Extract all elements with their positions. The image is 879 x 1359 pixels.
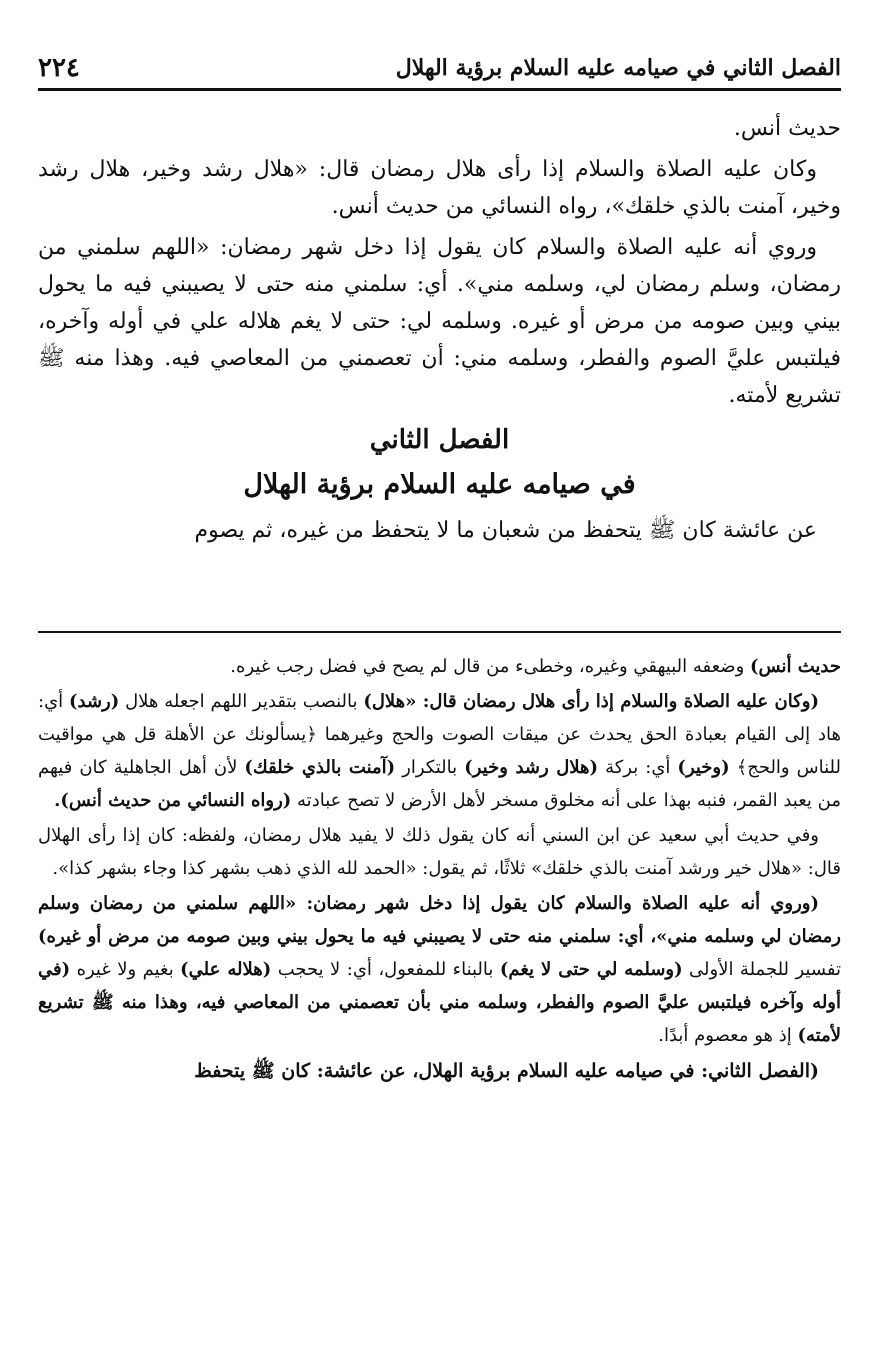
note-4-lemma-4: (في أوله وآخره فيلتبس عليَّ الصوم والفطر، وسلمه مني بأن تعصمني من المعاصي فيه، وهذا منه ﷺ تشريع لأمته)	[38, 959, 841, 1046]
note-4-text: تفسير للجملة الأولى	[682, 959, 841, 980]
note-4-text-2: بالبناء للمفعول، أي: لا يحجب	[271, 959, 500, 980]
running-title: الفصل الثاني في صيامه عليه السلام برؤية الهلال	[395, 55, 841, 81]
note-4-lemma-2: (وسلمه لي حتى لا يغم)	[499, 959, 683, 980]
note-2-text-2: أي: هاد إلى القيام بعبادة الحق يحدث عن ميقات الصوت والحج وغيرهما ﴿يسألونك عن الأهلة قل هي مواقيت للناس والحج﴾	[38, 691, 841, 778]
note-1-lemma: حديث أنس)	[749, 656, 841, 677]
note-2-lemma-5: (آمنت بالذي خلقك)	[244, 757, 396, 778]
note-2-text: بالنصب بتقدير اللهم اجعله هلال	[119, 691, 364, 712]
chapter-title: الفصل الثاني	[369, 425, 510, 455]
note-5: (الفصل الثاني: في صيامه عليه السلام برؤية الهلال، عن عائشة: كان ﷺ يتحفظ	[194, 1060, 819, 1082]
note-2-lemma-4: (هلال رشد وخير)	[464, 757, 599, 778]
note-2-lemma-3: (وخير)	[677, 757, 730, 778]
note-1	[38, 650, 841, 683]
note-4-lemma-3: (هلاله علي)	[180, 959, 272, 980]
note-2-text-4: بالتكرار	[395, 757, 465, 778]
note-4	[38, 887, 841, 1052]
paragraph-1: حديث أنس.	[733, 116, 841, 141]
chapter-subtitle: في صيامه عليه السلام برؤية الهلال	[243, 469, 636, 500]
footnote-divider	[38, 631, 841, 633]
main-text	[38, 110, 841, 549]
note-4-text-3: بغيم ولا غيره	[70, 959, 181, 980]
note-2-text-3: أي: بركة	[598, 757, 678, 778]
note-2-lemma-6: (رواه النسائي من حديث أنس).	[54, 790, 292, 811]
note-1-text: وضعفه البيهقي وغيره، وخطىء من قال لم يصح في فضل رجب غيره.	[230, 656, 750, 677]
paragraph-4: عن عائشة كان ﷺ يتحفظ من شعبان ما لا يتحفظ من غيره، ثم يصوم	[194, 518, 817, 543]
commentary-notes	[38, 650, 841, 1089]
note-4-lemma: (وروي أنه عليه الصلاة والسلام كان يقول إذا دخل شهر رمضان: «اللهم سلمني من رمضان وسلم رمضان لي وسلمه مني»، أي: سلمني منه حتى لا يصيبني فيه ما يحول بيني وبين صومه من مرض أو غيره)	[38, 893, 841, 947]
note-2-lemma: (وكان عليه الصلاة والسلام إذا رأى هلال رمضان قال: «هلال)	[363, 691, 819, 712]
note-2	[38, 685, 841, 817]
note-2-lemma-2: (رشد)	[68, 691, 120, 712]
note-2-text-5: لأن أهل الجاهلية كان فيهم من يعبد القمر، فنبه بهذا على أنه مخلوق مسخر لأهل الأرض لا تصح عبادته	[38, 757, 841, 811]
note-3: وفي حديث أبي سعيد عن ابن السني أنه كان يقول ذلك لا يفيد هلال رمضان، ولفظه: كان إذا رأى الهلال قال: «هلال خير ورشد آمنت بالذي خلقك» ثلاثًا، ثم يقول: «الحمد لله الذي ذهب بشهر كذا وجاء بشهر كذا».	[38, 825, 841, 879]
page-number: ٢٢٤	[38, 53, 80, 83]
paragraph-2: وكان عليه الصلاة والسلام إذا رأى هلال رمضان قال: «هلال رشد وخير، هلال رشد وخير، آمنت بالذي خلقك»، رواه النسائي من حديث أنس.	[38, 157, 841, 219]
page-header	[38, 48, 841, 91]
note-4-text-4: إذ هو معصوم أبدًا.	[658, 1025, 798, 1046]
paragraph-3: وروي أنه عليه الصلاة والسلام كان يقول إذا دخل شهر رمضان: «اللهم سلمني من رمضان، وسلم رمضان لي، وسلمه مني». أي: سلمني منه حتى لا يصيبني فيه ما يحول بيني وبين صومه من مرض أو غيره. وسلمه لي: حتى لا يغم هلاله علي في أوله وآخره، فيلتبس عليَّ الصوم والفطر، وسلمه مني: أن تعصمني من المعاصي فيه. وهذا منه ﷺ تشريع لأمته.	[38, 235, 841, 408]
